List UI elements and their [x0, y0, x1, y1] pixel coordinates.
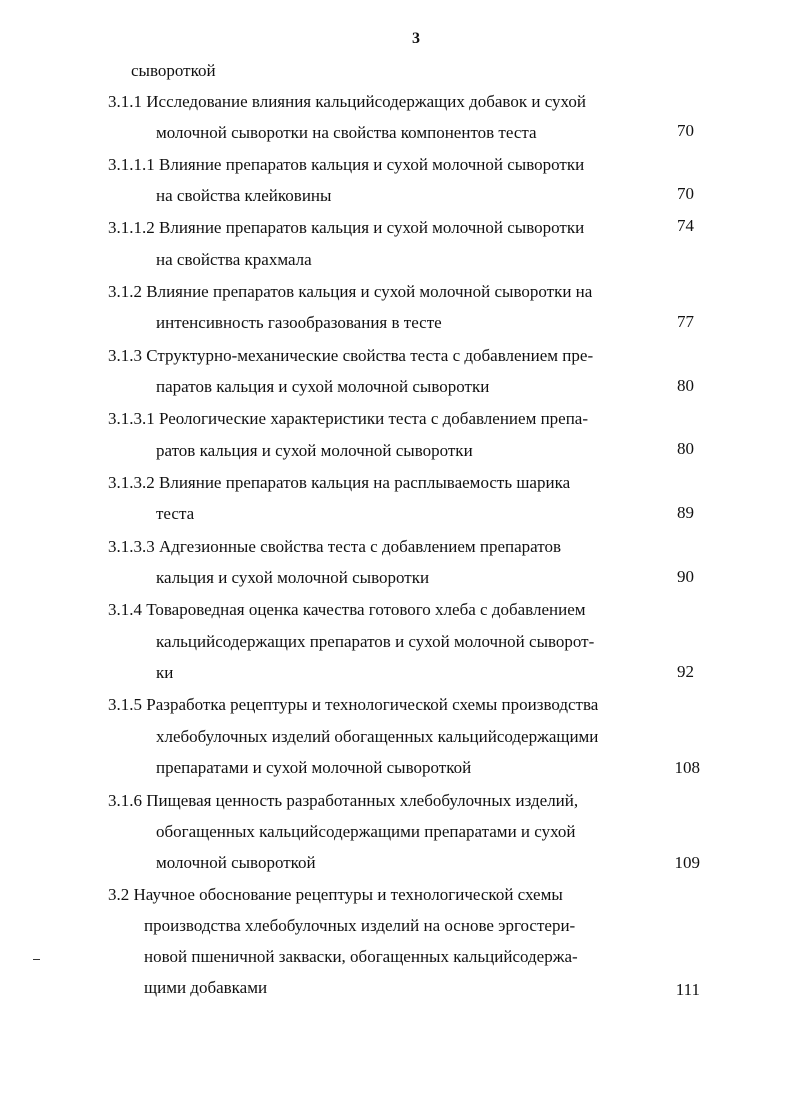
toc-line: молочной сывороткой: [156, 853, 316, 872]
toc-line: на свойства клейковины: [156, 186, 332, 205]
toc-line: щими добавками: [144, 978, 268, 997]
toc-line: ки: [156, 663, 174, 682]
toc-line: кальцийсодержащих препаратов и сухой молочной сыворот-: [156, 632, 595, 651]
toc-line: ратов кальция и сухой молочной сыворотки: [156, 441, 473, 460]
toc-line: 3.1.3 Структурно-механические свойства теста с добавлением пре-: [108, 346, 594, 365]
toc-page-number: 111: [675, 980, 700, 999]
toc-line: производства хлебобулочных изделий на основе эргостери-: [144, 916, 576, 935]
toc-line: 3.1.1.1 Влияние препаратов кальция и сухой молочной сыворотки: [108, 155, 585, 174]
toc-page-number: 109: [674, 853, 700, 872]
toc-line: хлебобулочных изделий обогащенных кальцийсодержащими: [156, 727, 599, 746]
toc-page-number: 74: [677, 216, 694, 235]
toc-page-number: 108: [674, 758, 700, 777]
toc-line: 3.1.2 Влияние препаратов кальция и сухой молочной сыворотки на: [108, 282, 593, 301]
margin-mark: [33, 959, 40, 960]
toc-page-number: 70: [677, 184, 694, 203]
toc-line: 3.2 Научное обоснование рецептуры и технологической схемы: [108, 885, 563, 904]
toc-line: новой пшеничной закваски, обогащенных кальцийсодержа-: [144, 947, 578, 966]
toc-line: препаратами и сухой молочной сывороткой: [156, 758, 472, 777]
toc-line: кальция и сухой молочной сыворотки: [156, 568, 430, 587]
toc-line: 3.1.1.2 Влияние препаратов кальция и сухой молочной сыворотки: [108, 218, 585, 237]
toc-page-number: 92: [677, 662, 694, 681]
page-number: 3: [412, 30, 420, 47]
toc-page-number: 90: [677, 567, 694, 586]
toc-line: молочной сыворотки на свойства компонентов теста: [156, 123, 537, 142]
toc-line: паратов кальция и сухой молочной сыворотки: [156, 377, 490, 396]
toc-page-number: 77: [677, 312, 694, 331]
toc-line: 3.1.3.3 Адгезионные свойства теста с добавлением препаратов: [108, 537, 561, 556]
toc-line: обогащенных кальцийсодержащими препаратами и сухой: [156, 822, 576, 841]
toc-line: 3.1.6 Пищевая ценность разработанных хлебобулочных изделий,: [108, 791, 579, 810]
toc-line: 3.1.4 Товароведная оценка качества готового хлеба с добавлением: [108, 600, 586, 619]
toc-page-number: 80: [677, 376, 694, 395]
toc-line: интенсивность газообразования в тесте: [156, 313, 442, 332]
toc-line: 3.1.3.2 Влияние препаратов кальция на расплываемость шарика: [108, 473, 571, 492]
toc-page-number: 70: [677, 121, 694, 140]
toc-line: 3.1.1 Исследование влияния кальцийсодержащих добавок и сухой: [108, 92, 586, 111]
toc-line: 3.1.3.1 Реологические характеристики теста с добавлением препа-: [108, 409, 589, 428]
toc-line: теста: [156, 504, 195, 523]
toc-page-number: 89: [677, 503, 694, 522]
toc-line: сывороткой: [131, 61, 216, 80]
toc-line: на свойства крахмала: [156, 250, 312, 269]
toc-page-number: 80: [677, 439, 694, 458]
toc-line: 3.1.5 Разработка рецептуры и технологической схемы производства: [108, 695, 599, 714]
